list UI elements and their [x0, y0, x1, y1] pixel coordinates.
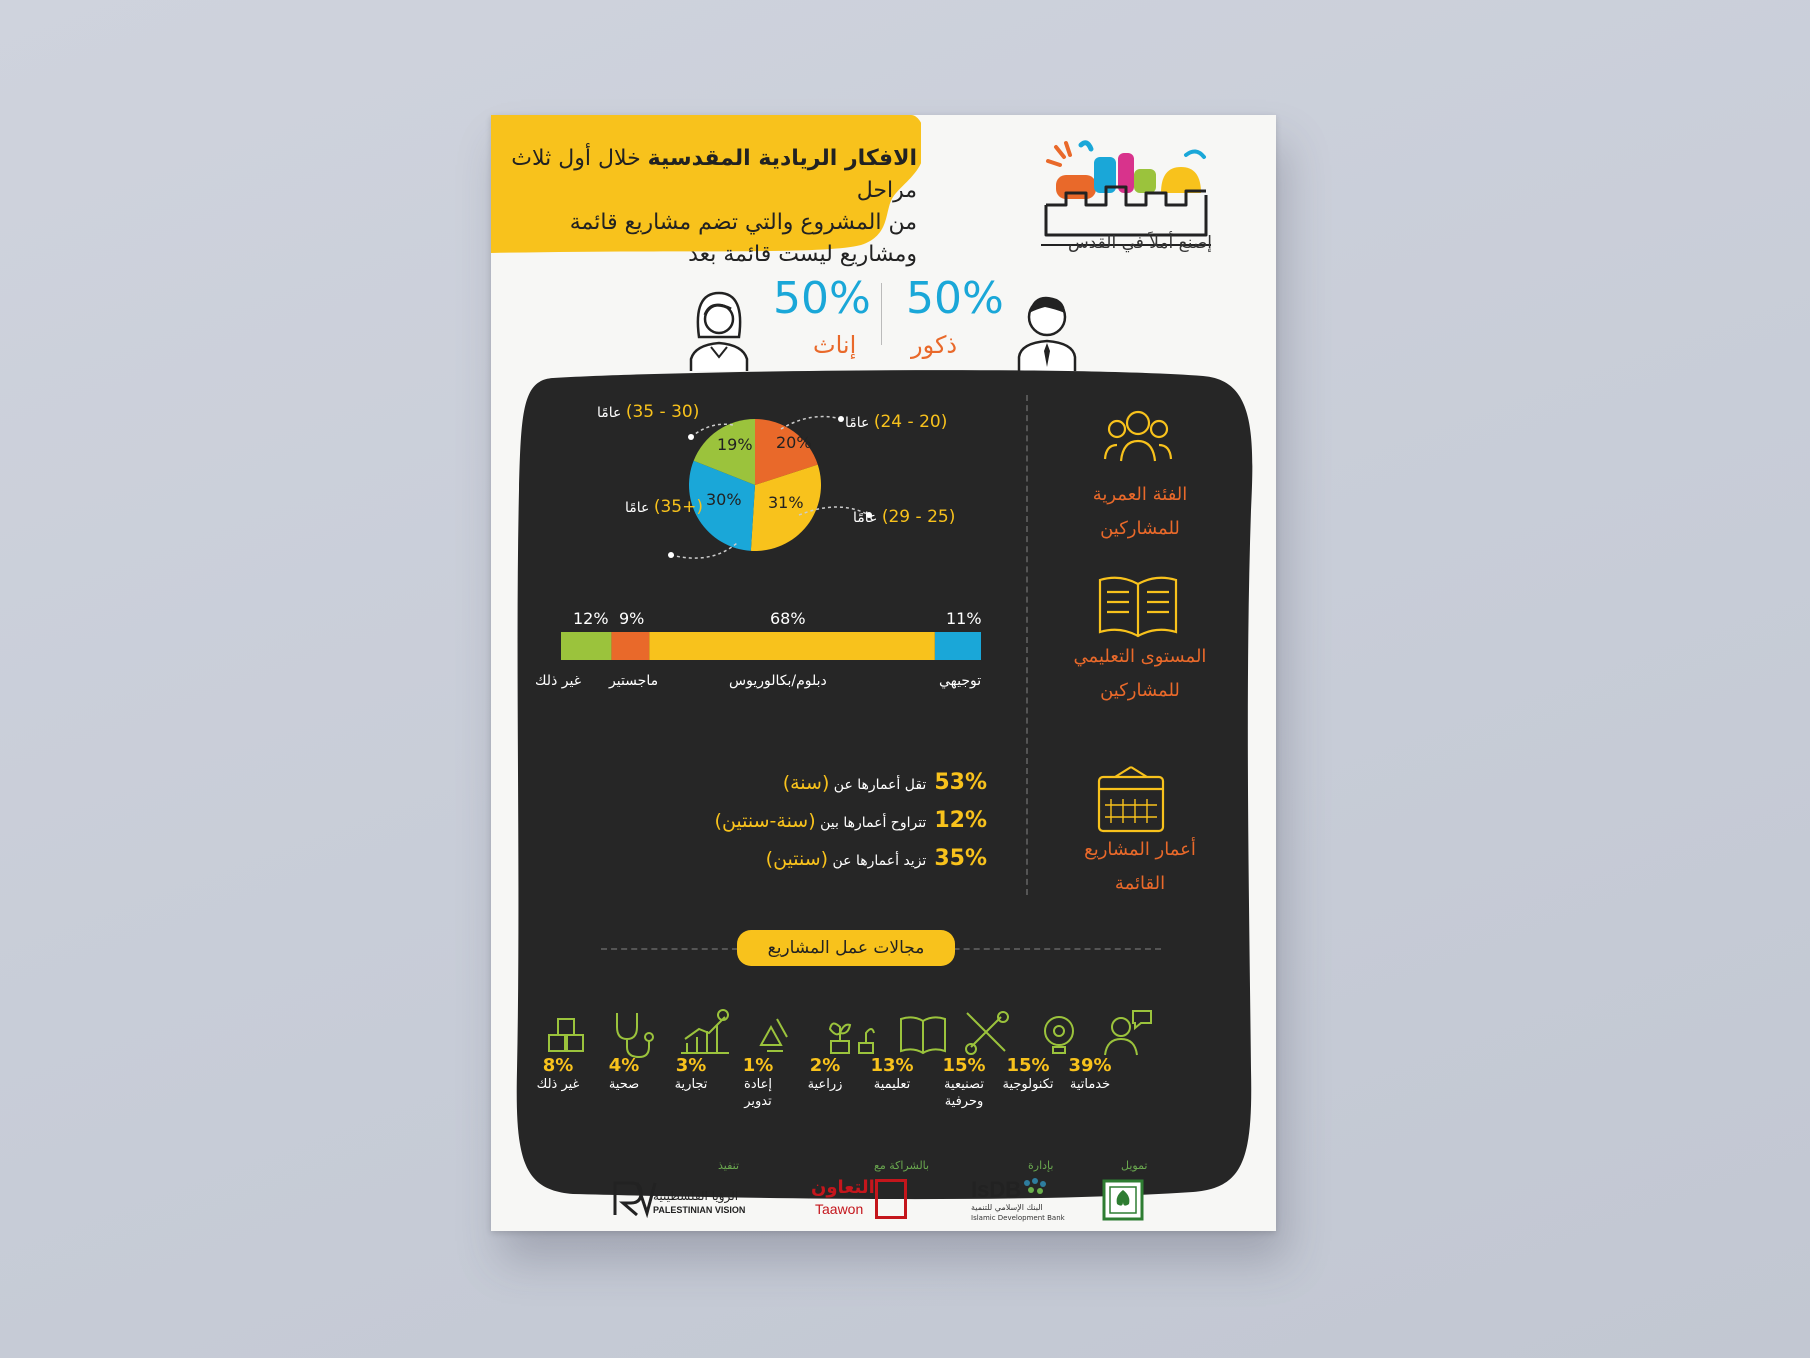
project-age-list: [631, 770, 987, 880]
field-label-2: وحرفية: [944, 1094, 984, 1109]
open-book-icon: [901, 1017, 945, 1053]
edu-label-line-1: المستوى التعليمي: [1073, 646, 1207, 667]
education-section-label: [1060, 640, 1220, 708]
project-age-highlight: (سنة-سنتين): [714, 810, 816, 832]
project-age-highlight: (سنتين): [765, 848, 829, 870]
edu-label-masters: ماجستير: [609, 673, 659, 689]
female-label: إناث: [813, 331, 857, 359]
age-range-30-35: (30 - 35): [625, 402, 700, 422]
title-text: [497, 143, 917, 271]
edu-bar-segment: [611, 632, 649, 660]
edu-label-tawjihi: توجيهي: [939, 673, 982, 689]
field-health: [591, 1055, 657, 1093]
project-age-text: تقل أعمارها عن: [829, 777, 927, 793]
field-other: [525, 1055, 591, 1093]
edu-pct-tawjihi: 11%: [946, 609, 982, 628]
project-age-row: [766, 846, 987, 871]
project-age-row: [783, 770, 987, 795]
section-divider: [1026, 395, 1028, 895]
field-recycling: [725, 1055, 791, 1110]
edu-label-other: غير ذلك: [535, 673, 582, 689]
project-age-pct: 35%: [934, 846, 987, 871]
edu-bar-segment: [935, 632, 981, 660]
lightbulb-gear-icon: [1045, 1017, 1073, 1053]
project-age-row: [715, 808, 987, 833]
project-age-text: تتراوح أعمارها بين: [815, 815, 927, 831]
age-label-line-2: للمشاركين: [1100, 518, 1180, 539]
isdb-english-name: Islamic Development Bank: [971, 1214, 1065, 1222]
field-pct: 4%: [608, 1055, 640, 1076]
title-bold: الافكار الريادية المقدسية: [647, 146, 917, 171]
taawon-english-name: Taawon: [815, 1201, 864, 1217]
edu-pct-bachelor: 68%: [770, 609, 806, 628]
field-label: غير ذلك: [536, 1077, 580, 1092]
age-range-25-29: (25 - 29): [881, 507, 956, 527]
project-age-section-label: [1060, 833, 1220, 901]
management-label: بإدارة: [1028, 1159, 1054, 1172]
fields-row: [525, 1055, 1205, 1135]
isdb-mark: IsDB: [971, 1177, 1022, 1202]
age-unit: عامًا: [845, 415, 870, 431]
field-technology: [995, 1055, 1061, 1093]
field-pct: 8%: [542, 1055, 574, 1076]
age-label-line-1: الفئة العمرية: [1092, 484, 1188, 505]
field-label: إعادة: [744, 1077, 772, 1092]
field-pct: 2%: [809, 1055, 841, 1076]
stethoscope-icon: [617, 1013, 653, 1057]
field-commercial: [658, 1055, 724, 1093]
implementation-label: تنفيذ: [718, 1159, 740, 1172]
edu-pct-other: 12%: [573, 609, 609, 628]
infographic-page: [491, 115, 1276, 1231]
isdb-logo: [971, 1177, 1081, 1227]
title-line-2: من المشروع والتي تضم مشاريع قائمة: [569, 210, 917, 235]
project-age-pct: 53%: [934, 770, 987, 795]
recycle-icon: [761, 1019, 787, 1051]
field-label: تجارية: [674, 1077, 708, 1092]
taawon-square-mark: [875, 1179, 907, 1219]
field-label-2: تدوير: [744, 1094, 772, 1109]
age-unit: عامًا: [853, 510, 878, 526]
age-section-label: [1060, 478, 1220, 546]
education-stacked-bar: [561, 632, 981, 660]
field-pct: 3%: [675, 1055, 707, 1076]
field-agriculture: [792, 1055, 858, 1093]
pie-label-19: 19%: [717, 435, 753, 454]
age-range-20-24: (20 - 24): [873, 412, 948, 432]
age-label-20-24: [845, 412, 947, 432]
funding-label: تمويل: [1121, 1159, 1148, 1172]
field-pct: 39%: [1068, 1055, 1112, 1076]
title-line-3: ومشاريع ليست قائمة بعد: [688, 242, 917, 267]
male-percentage: 50%: [906, 273, 1004, 324]
field-label: خدماتية: [1069, 1077, 1111, 1092]
field-label: صحية: [608, 1077, 640, 1092]
isdb-arabic-name: البنك الإسلامي للتنمية: [971, 1203, 1043, 1212]
taawon-arabic-name: التعاون: [811, 1177, 875, 1198]
project-age-text: تزيد أعمارها عن: [828, 853, 927, 869]
edu-bar-segment: [561, 632, 611, 660]
edu-label-line-2: للمشاركين: [1100, 680, 1180, 701]
calendar-icon: [1095, 765, 1167, 833]
age-label-25-29: [853, 507, 955, 527]
gender-divider: [881, 283, 882, 345]
boxes-icon: [549, 1019, 583, 1051]
field-pct: 1%: [742, 1055, 774, 1076]
age-unit: عامًا: [625, 500, 650, 516]
logo-text: إصنع أملاً في القدس: [1068, 233, 1212, 253]
pie-label-20: 20%: [776, 433, 812, 452]
field-label: تعليمية: [873, 1077, 911, 1092]
group-icon: [1103, 405, 1173, 465]
age-unit: عامًا: [597, 405, 622, 421]
growth-chart-icon: [681, 1010, 729, 1053]
pv-arabic-name: الرؤيا الفلسطينية: [653, 1189, 739, 1203]
field-services: [1057, 1055, 1123, 1093]
palestinian-vision-logo: [611, 1177, 771, 1227]
edu-bar-segment: [649, 632, 935, 660]
field-education: [859, 1055, 925, 1093]
male-label: ذكور: [911, 331, 958, 359]
tools-icon: [966, 1012, 1008, 1054]
isdb-globe-icon: [1021, 1177, 1049, 1201]
field-label: تكنولوجية: [1002, 1077, 1054, 1092]
age-label-30-35: [597, 402, 699, 422]
partnership-label: بالشراكة مع: [874, 1159, 930, 1172]
proj-label-line-2: القائمة: [1114, 873, 1166, 894]
female-avatar-icon: [687, 287, 751, 371]
project-age-pct: 12%: [934, 808, 987, 833]
pv-english-name: PALESTINIAN VISION: [653, 1205, 746, 1215]
taawon-logo: [811, 1177, 911, 1227]
pv-mark-icon: [611, 1179, 657, 1219]
customer-service-icon: [1105, 1011, 1151, 1055]
male-avatar-icon: [1015, 287, 1079, 371]
field-pct: 15%: [1006, 1055, 1050, 1076]
field-label: تصنيعية: [944, 1077, 984, 1092]
edu-label-bachelor: دبلوم/بكالوريوس: [729, 673, 827, 689]
pie-label-30: 30%: [706, 490, 742, 509]
proj-label-line-1: أعمار المشاريع: [1084, 839, 1196, 860]
field-manufacturing: [931, 1055, 997, 1110]
age-label-35-plus: [625, 497, 703, 517]
pie-label-31: 31%: [768, 493, 804, 512]
field-label: زراعية: [807, 1077, 843, 1092]
fields-title: مجالات عمل المشاريع: [737, 930, 955, 966]
project-age-highlight: (سنة): [782, 772, 830, 794]
female-percentage: 50%: [773, 273, 871, 324]
title-rest: خلال أول ثلاث مراحل: [511, 146, 917, 203]
book-icon: [1093, 570, 1183, 640]
plants-icon: [830, 1023, 874, 1053]
edu-pct-masters: 9%: [619, 609, 645, 628]
field-pct: 13%: [870, 1055, 914, 1076]
funder-seal-logo: [1101, 1178, 1145, 1222]
age-range-35-plus: (+35): [653, 497, 704, 517]
field-pct: 15%: [942, 1055, 986, 1076]
